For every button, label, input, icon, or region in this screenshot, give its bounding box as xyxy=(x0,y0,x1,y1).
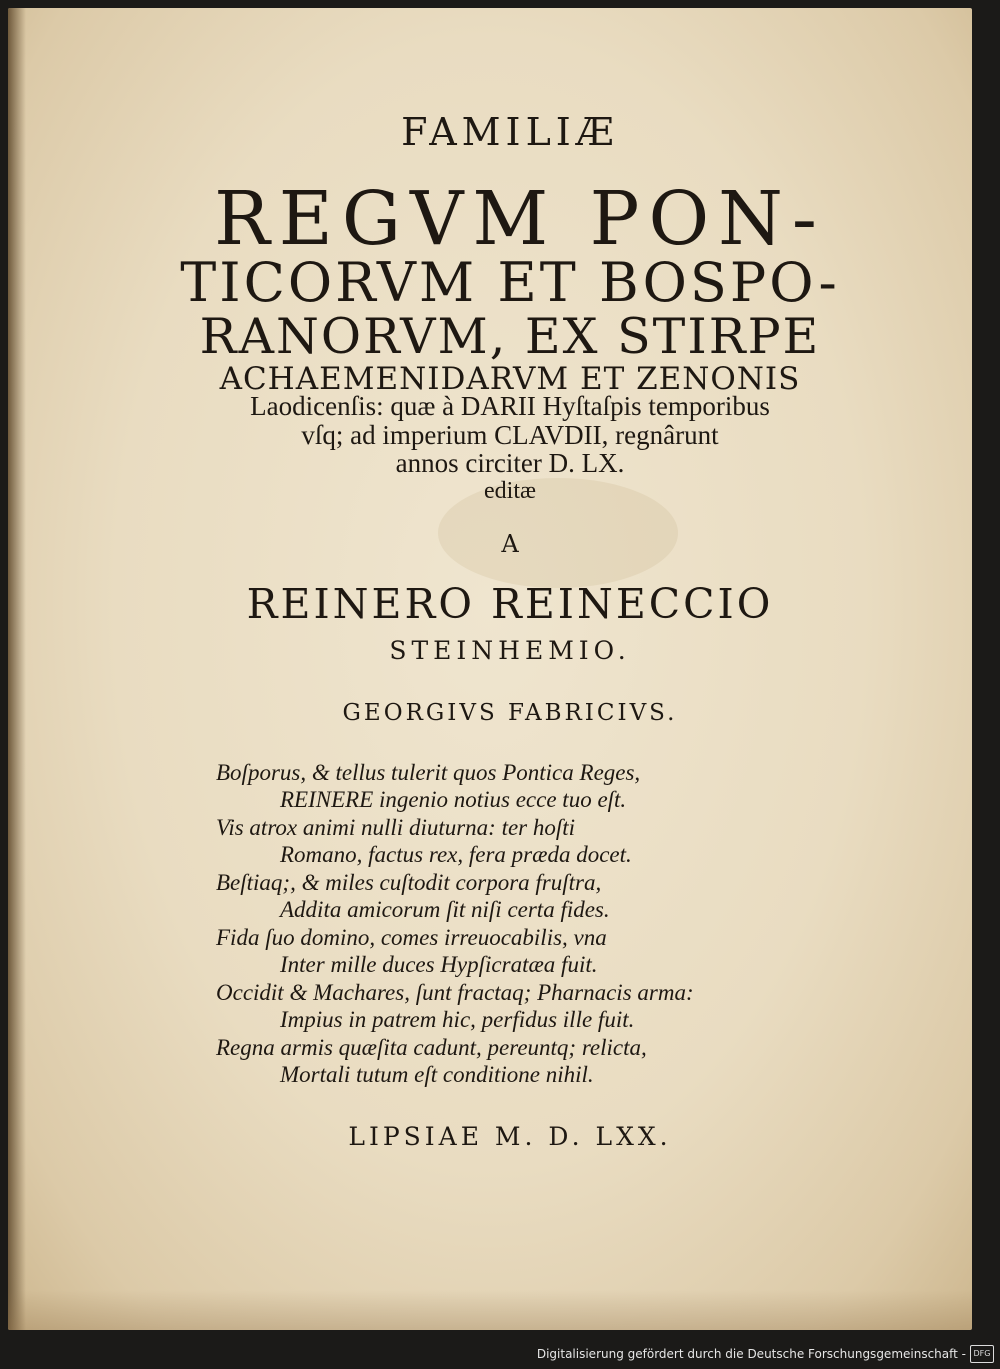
verse-line: Regna armis quæſita cadunt, pereuntq; relicta, xyxy=(216,1035,647,1060)
funding-credit: Digitalisierung gefördert durch die Deutsche Forschungsgemeinschaft - xyxy=(536,1347,966,1361)
verse-line: REINERE ingenio notius ecce tuo eſt. xyxy=(280,787,627,812)
title-line-1: FAMILIÆ xyxy=(401,110,619,154)
title-line-7: vſq; ad imperium CLAVDII, regnârunt xyxy=(301,420,719,450)
verse-line: Impius in patrem hic, perfidus ille fuit. xyxy=(280,1007,635,1032)
author-origin: STEINHEMIO. xyxy=(389,636,631,665)
poem-author: GEORGIVS FABRICIVS. xyxy=(342,700,678,726)
author-name: REINERO REINECCIO xyxy=(246,580,774,628)
verse-line: Addita amicorum ſit niſi certa fides. xyxy=(280,897,610,922)
verse-line: Occidit & Machares, ſunt fractaq; Pharnacis arma: xyxy=(216,980,694,1005)
verse-line: Vis atrox animi nulli diuturna: ter hoſti xyxy=(216,815,576,840)
verse-line: Inter mille duces Hypſicratæa fuit. xyxy=(280,952,598,977)
verse-line: Boſporus, & tellus tulerit quos Pontica Reges, xyxy=(216,760,641,785)
title-line-2: REGVM PON- xyxy=(214,176,826,262)
title-line-6: Laodicenſis: quæ à DARII Hyſtaſpis temporibus xyxy=(250,391,770,421)
verse-line: Beſtiaq;, & miles cuſtodit corpora fruſtra, xyxy=(216,870,602,895)
imprint: LIPSIAE M. D. LXX. xyxy=(348,1122,672,1151)
title-line-5: ACHAEMENIDARVM ET ZENONIS xyxy=(219,361,801,397)
title-line-4: RANORVM, EX STIRPE xyxy=(199,308,821,365)
dfg-logo-icon: DFG xyxy=(970,1345,994,1363)
title-line-10: A xyxy=(501,530,519,558)
title-line-8: annos circiter D. LX. xyxy=(395,448,625,478)
verse-line: Fida ſuo domino, comes irreuocabilis, vna xyxy=(216,925,607,950)
book-page xyxy=(8,8,972,1330)
title-line-9: editæ xyxy=(484,478,536,504)
verse-line: Romano, factus rex, fera præda docet. xyxy=(280,842,632,867)
title-line-3: TICORVM ET BOSPO- xyxy=(180,251,840,314)
verse-line: Mortali tutum eſt conditione nihil. xyxy=(280,1062,594,1087)
